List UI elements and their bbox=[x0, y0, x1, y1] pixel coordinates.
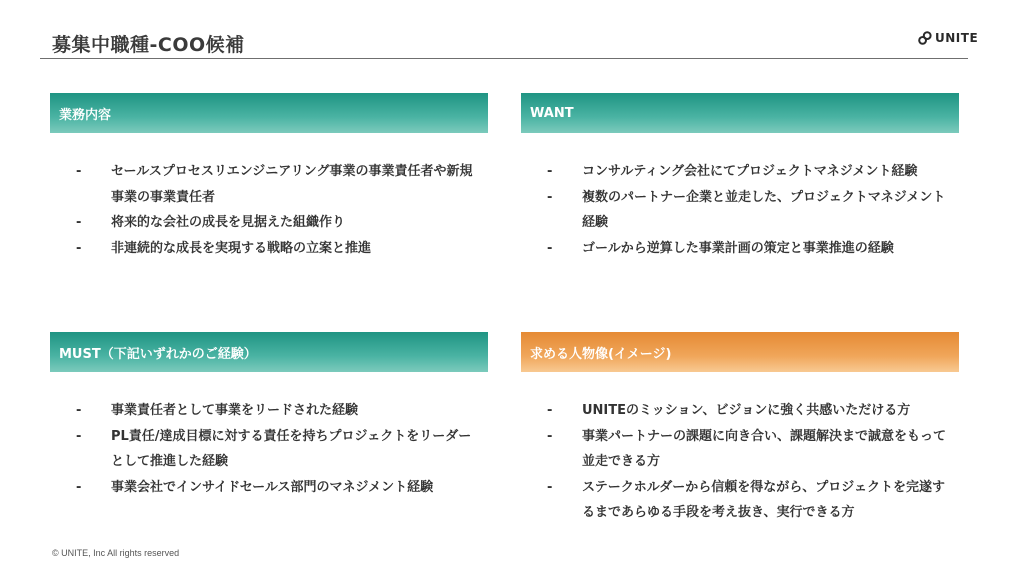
panel-header bbox=[521, 93, 959, 133]
list-item-text: 将来的な会社の成長を見据えた組織作り bbox=[111, 215, 346, 230]
panel-heading: MUST（下記いずれかのご経験） bbox=[59, 346, 257, 362]
list-item bbox=[76, 424, 476, 475]
copyright-footer: © UNITE, Inc All rights reserved bbox=[52, 548, 180, 558]
list-item bbox=[547, 424, 947, 475]
list-item-text: 複数のパートナー企業と並走した、プロジェクトマネジメント経験 bbox=[582, 189, 946, 230]
bullet-list bbox=[76, 159, 476, 261]
list-item bbox=[547, 475, 947, 526]
list-item bbox=[76, 398, 476, 424]
bullet-dash: - bbox=[76, 164, 82, 179]
list-item-text: PL責任/達成目標に対する責任を持ちプロジェクトをリーダーとして推進した経験 bbox=[111, 428, 472, 469]
list-item bbox=[547, 185, 947, 236]
list-item bbox=[547, 159, 947, 185]
bullet-dash: - bbox=[547, 164, 553, 179]
list-item bbox=[76, 475, 476, 501]
list-item-text: コンサルティング会社にてプロジェクトマネジメント経験 bbox=[582, 164, 918, 179]
logo-text: UNITE bbox=[935, 31, 979, 45]
bullet-list bbox=[547, 159, 947, 261]
bullet-list bbox=[76, 398, 476, 500]
panel-header bbox=[50, 93, 488, 133]
bullet-dash: - bbox=[76, 403, 82, 418]
list-item bbox=[76, 236, 476, 262]
bullet-list bbox=[547, 398, 947, 526]
list-item-text: ゴールから逆算した事業計画の策定と事業推進の経験 bbox=[582, 240, 894, 256]
list-item-text: 事業責任者として事業をリードされた経験 bbox=[111, 403, 359, 418]
panel-business-content bbox=[50, 93, 488, 256]
bullet-dash: - bbox=[547, 240, 553, 256]
bullet-dash: - bbox=[547, 479, 553, 495]
panel-heading: 業務内容 bbox=[59, 107, 112, 123]
bullet-dash: - bbox=[76, 428, 82, 444]
bullet-dash: - bbox=[76, 240, 82, 256]
panel-header bbox=[521, 332, 959, 372]
list-item-text: UNITEのミッション、ビジョンに強く共感いただける方 bbox=[582, 403, 911, 418]
bullet-dash: - bbox=[76, 479, 82, 495]
list-item bbox=[547, 236, 947, 262]
panel-want bbox=[521, 93, 959, 256]
bullet-dash: - bbox=[76, 215, 82, 230]
bullet-dash: - bbox=[547, 428, 553, 444]
page-title: 募集中職種-COO候補 bbox=[52, 34, 245, 56]
list-item-text: セールスプロセスリエンジニアリング事業の事業責任者や新規事業の事業責任者 bbox=[111, 164, 473, 205]
unite-logo bbox=[918, 31, 978, 45]
link-chain-icon bbox=[918, 31, 932, 45]
list-item bbox=[76, 210, 476, 236]
bullet-dash: - bbox=[547, 189, 553, 205]
list-item-text: 事業会社でインサイドセールス部門のマネジメント経験 bbox=[111, 479, 434, 495]
bullet-dash: - bbox=[547, 403, 553, 418]
list-item-text: 非連続的な成長を実現する戦略の立案と推進 bbox=[111, 240, 372, 256]
panel-heading: 求める人物像(イメージ) bbox=[530, 346, 672, 362]
panel-header bbox=[50, 332, 488, 372]
title-divider bbox=[40, 58, 968, 59]
list-item bbox=[76, 159, 476, 210]
list-item-text: ステークホルダーから信頼を得ながら、プロジェクトを完遂するまであらゆる手段を考え抜き、実行できる方 bbox=[582, 479, 945, 520]
list-item bbox=[547, 398, 947, 424]
panel-heading: WANT bbox=[530, 105, 574, 121]
list-item-text: 事業パートナーの課題に向き合い、課題解決まで誠意をもって並走できる方 bbox=[582, 428, 947, 469]
panel-must bbox=[50, 332, 488, 495]
panel-ideal-candidate bbox=[521, 332, 959, 520]
